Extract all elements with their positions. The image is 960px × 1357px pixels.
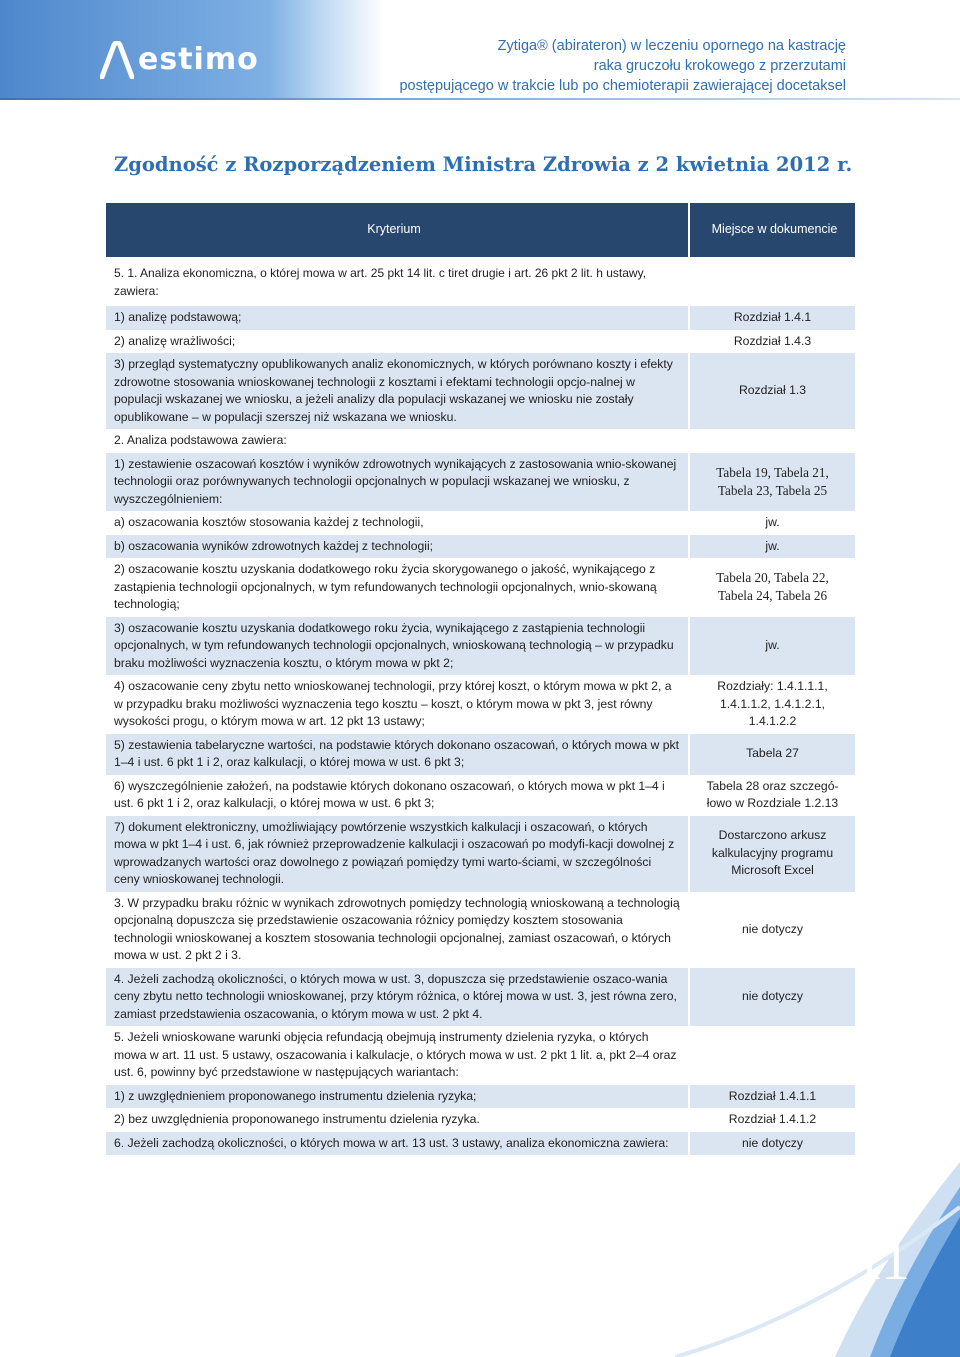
criterion-cell: 4) oszacowanie ceny zbytu netto wnioskowanej technologii, przy której koszt, o którym mowa w pkt 2, a w przypadku braku możliwości wyznaczenia tego kosztu – koszt, o którym mowa w pkt 3, jest równy wysokości progu, o którym mowa w art. 12 pkt 13 ustawy; (106, 675, 689, 734)
table-row (106, 734, 855, 775)
table-row (106, 892, 855, 968)
location-cell: Rozdział 1.3 (689, 353, 855, 429)
table-row (106, 257, 855, 306)
criterion-cell: 1) analizę podstawową; (106, 306, 689, 330)
table-row (106, 816, 855, 892)
table-row (106, 511, 855, 535)
criterion-cell: 6) wyszczególnienie założeń, na podstawie których dokonano oszacowań, o których mowa w pkt 1–4 i ust. 6 pkt 1 i 2, oraz kalkulacji, o której mowa w ust. 6 pkt 3; (106, 775, 689, 816)
document-title-line: postępującego w trakcie lub po chemioterapii zawierającej docetaksel (399, 78, 846, 94)
document-title-line: raka gruczołu krokowego z przerzutami (593, 58, 846, 74)
criterion-cell: 2) bez uwzględnienia proponowanego instrumentu dzielenia ryzyka. (106, 1108, 689, 1132)
location-cell: Tabela 27 (689, 734, 855, 775)
location-cell: nie dotyczy (689, 892, 855, 968)
location-cell: Tabela 20, Tabela 22, Tabela 24, Tabela 26 (689, 558, 855, 617)
location-cell: Tabela 19, Tabela 21, Tabela 23, Tabela 25 (689, 453, 855, 512)
page-heading: Zgodność z Rozporządzeniem Ministra Zdrowia z 2 kwietnia 2012 r. (114, 153, 853, 176)
location-cell: Rozdział 1.4.1.2 (689, 1108, 855, 1132)
corner-decoration (675, 1067, 960, 1357)
location-cell: nie dotyczy (689, 968, 855, 1027)
table-header-row (106, 203, 855, 257)
location-cell: jw. (689, 617, 855, 676)
compliance-table (106, 203, 855, 1155)
location-cell: Rozdział 1.4.3 (689, 330, 855, 354)
table-row (106, 535, 855, 559)
location-cell: Rozdziały: 1.4.1.1.1, 1.4.1.1.2, 1.4.1.2.1, 1.4.1.2.2 (689, 675, 855, 734)
criterion-cell: 3) przegląd systematyczny opublikowanych analiz ekonomicznych, w których porównano koszty i efekty zdrowotne stosowania wnioskowanej technologii z kosztami i efektami technologii opcjo-nalnej w populacji wskazanej we wniosku, a jeżeli analizy dla populacji wskazanej we wniosku nie zostały opublikowane – w populacji szerszej niż wskazana we wniosku. (106, 353, 689, 429)
criterion-cell: b) oszacowania wyników zdrowotnych każdej z technologii; (106, 535, 689, 559)
criterion-cell: 1) zestawienie oszacowań kosztów i wyników zdrowotnych wynikających z zastosowania wnio-skowanej technologii oraz porównywanych technologii opcjonalnych w populacji wskazanej we wniosku, z wyszczególnieniem: (106, 453, 689, 512)
criterion-cell: 3) oszacowanie kosztu uzyskania dodatkowego roku życia, wynikającego z zastąpienia technologii opcjonalnych, w tym refundowanych technologii opcjonalnych, wnioskowaną technologią – w przypadku braku możliwości wyznaczenia kosztu, o którym mowa w pkt 2; (106, 617, 689, 676)
criterion-cell: 5. Jeżeli wnioskowane warunki objęcia refundacją obejmują instrumenty dzielenia ryzyka, o których mowa w art. 11 ust. 5 ustawy, oszacowania i kalkulacje, o których mowa w ust. 2 pkt 1 lit. a, pkt 2–4 oraz ust. 6, powinny być przedstawione w następujących wariantach: (106, 1026, 689, 1085)
criterion-cell: 3. W przypadku braku różnic w wynikach zdrowotnych pomiędzy technologią wnioskowaną a technologią opcjonalną dopuszcza się przedstawienie oszacowania różnicy pomiędzy kosztem stosowania technologii wnioskowanej a kosztem stosowania technologii opcjonalnej, zamiast oszacowań, o których mowa w ust. 2 pkt 2 i 3. (106, 892, 689, 968)
criterion-cell: 5. 1. Analiza ekonomiczna, o której mowa w art. 25 pkt 14 lit. c tiret drugie i art. 26 pkt 2 lit. h ustawy, zawiera: (106, 257, 689, 306)
table-row (106, 968, 855, 1027)
criterion-cell: 4. Jeżeli zachodzą okoliczności, o których mowa w ust. 3, dopuszcza się przedstawienie oszaco-wania ceny zbytu netto technologii wnioskowanej, przy którym różnica, o której mowa w ust. 3, jest równa zero, zamiast przedstawienia oszacowania, o którym mowa w ust. 2 pkt 4. (106, 968, 689, 1027)
column-header-location: Miejsce w dokumencie (689, 203, 855, 257)
table-row (106, 429, 855, 453)
table-row (106, 353, 855, 429)
table-row (106, 617, 855, 676)
location-cell: nie dotyczy (689, 1132, 855, 1156)
location-cell: Rozdział 1.4.1 (689, 306, 855, 330)
table-row (106, 558, 855, 617)
column-header-criterion: Kryterium (106, 203, 689, 257)
criterion-cell: 2. Analiza podstawowa zawiera: (106, 429, 689, 453)
table-row (106, 675, 855, 734)
estimo-logo (100, 40, 259, 80)
criterion-cell: 2) oszacowanie kosztu uzyskania dodatkowego roku życia skorygowanego o jakość, wynikającego z zastąpienia technologii opcjonalnych, w tym refundowanych technologii opcjonalnych, wnio-skowaną technologią; (106, 558, 689, 617)
location-cell: jw. (689, 535, 855, 559)
table-row (106, 775, 855, 816)
criterion-cell: 5) zestawienia tabelaryczne wartości, na podstawie których dokonano oszacowań, o których mowa w pkt 1–4 i ust. 6 pkt 1 i 2, oraz kalkulacji, o której mowa w ust. 6 pkt 3; (106, 734, 689, 775)
table-row (106, 453, 855, 512)
criterion-cell: a) oszacowania kosztów stosowania każdej z technologii, (106, 511, 689, 535)
location-cell: Dostarczono arkusz kalkulacyjny programu Microsoft Excel (689, 816, 855, 892)
page-number: 11 (854, 1227, 910, 1292)
location-cell: Tabela 28 oraz szczegó-łowo w Rozdziale 1.2.13 (689, 775, 855, 816)
logo-mark-icon (100, 41, 134, 79)
location-cell: Rozdział 1.4.1.1 (689, 1085, 855, 1109)
location-cell (689, 257, 855, 306)
table-row (106, 330, 855, 354)
table-row (106, 306, 855, 330)
criterion-cell: 7) dokument elektroniczny, umożliwiający powtórzenie wszystkich kalkulacji i oszacowań, o których mowa w pkt 1–4 i ust. 6, jak również przeprowadzenie kalkulacji i oszacowań po modyfi-kacji dowolnej z wprowadzanych wartości oraz dowolnego z powiązań pomiędzy tymi warto-ściami, w szczególności ceny wnioskowanej technologii. (106, 816, 689, 892)
location-cell (689, 429, 855, 453)
document-title-line: Zytiga® (abirateron) w leczeniu opornego na kastrację (497, 38, 846, 54)
logo-text: estimo (138, 42, 259, 77)
document-title (326, 36, 846, 96)
location-cell: jw. (689, 511, 855, 535)
criterion-cell: 1) z uwzględnieniem proponowanego instrumentu dzielenia ryzyka; (106, 1085, 689, 1109)
criterion-cell: 2) analizę wrażliwości; (106, 330, 689, 354)
criterion-cell: 6. Jeżeli zachodzą okoliczności, o których mowa w art. 13 ust. 3 ustawy, analiza ekonomiczna zawiera: (106, 1132, 689, 1156)
